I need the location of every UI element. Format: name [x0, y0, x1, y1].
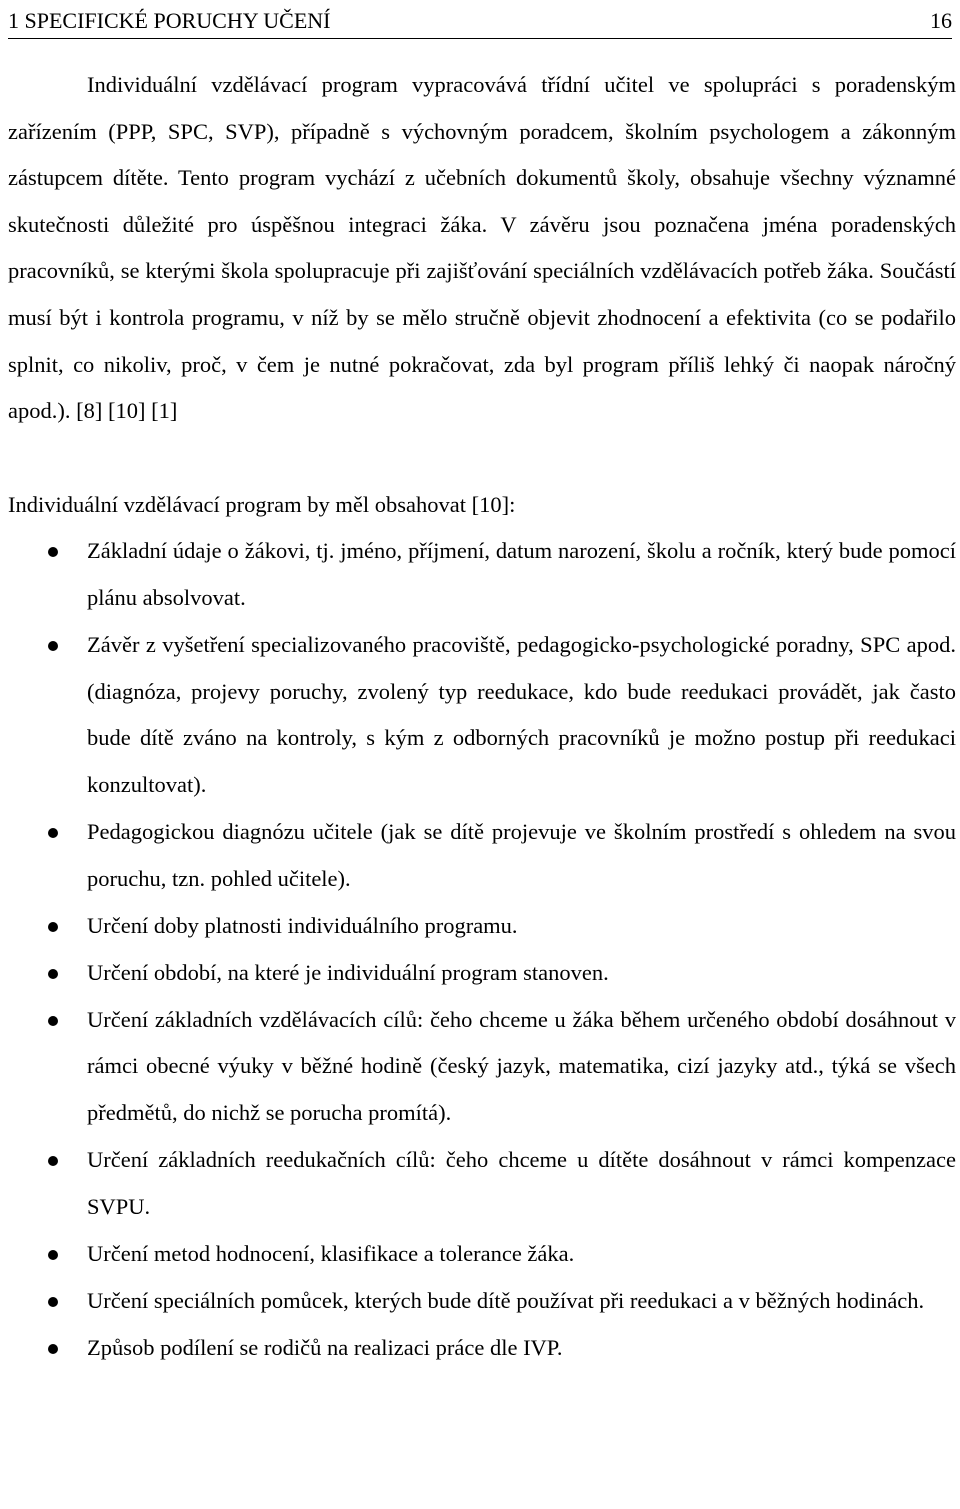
list-item [8, 997, 956, 1137]
bullet-icon [48, 1156, 58, 1166]
list-item-text: Určení základních reedukačních cílů: čeho chceme u dítěte dosáhnout v rámci kompenzace SVPU. [87, 1147, 956, 1219]
bullet-icon [48, 1297, 58, 1307]
bullet-icon [48, 1250, 58, 1260]
bullet-icon [48, 922, 58, 932]
list-item [8, 528, 956, 621]
list-item-text: Určení metod hodnocení, klasifikace a tolerance žáka. [87, 1240, 575, 1266]
list-item-text: Určení doby platnosti individuálního programu. [87, 912, 518, 938]
page-body [8, 62, 956, 1372]
list-item [8, 903, 956, 950]
list-item [8, 809, 956, 902]
list-item-text: Základní údaje o žákovi, tj. jméno, příjmení, datum narození, školu a ročník, který bude pomocí plánu absolvovat. [87, 538, 956, 610]
list-item [8, 950, 956, 997]
list-item [8, 622, 956, 808]
requirements-list [8, 528, 956, 1371]
bullet-icon [48, 969, 58, 979]
bullet-icon [48, 1344, 58, 1354]
page-number: 16 [930, 8, 952, 33]
bullet-icon [48, 828, 58, 838]
list-item [8, 1278, 956, 1325]
body-paragraph: Individuální vzdělávací program vypracovává třídní učitel ve spolupráci s poradenským zařízením (PPP, SPC, SVP), případně s výchovným poradcem, školním psychologem a zákonným zástupcem dítěte. Tento program vychází z učebních dokumentů školy, obsahuje všechny významné skutečnosti důležité pro úspěšnou integraci žáka. V závěru jsou poznačena jména poradenských pracovníků, se kterými škola spolupracuje při zajišťování speciálních vzdělávacích potřeb žáka. Součástí musí být i kontrola programu, v níž by se mělo stručně objevit zhodnocení a efektivita (co se podařilo splnit, co nikoliv, proč, v čem je nutné pokračovat, zda byl program příliš lehký či naopak náročný apod.). [8] [10] [1] [8, 72, 956, 424]
list-item-text: Pedagogickou diagnózu učitele (jak se dítě projevuje ve školním prostředí s ohledem na svou poruchu, tzn. pohled učitele). [87, 818, 956, 891]
chapter-title: 1 SPECIFICKÉ PORUCHY UČENÍ [8, 8, 331, 33]
bullet-icon [48, 1016, 58, 1026]
list-item-text: Určení speciálních pomůcek, kterých bude dítě používat při reedukaci a v běžných hodinách. [87, 1287, 925, 1313]
list-item-text: Způsob podílení se rodičů na realizaci práce dle IVP. [87, 1334, 563, 1360]
page-header [8, 4, 952, 39]
bullet-icon [48, 547, 58, 557]
list-item-text: Určení období, na které je individuální program stanoven. [87, 959, 609, 985]
bullet-icon [48, 641, 58, 651]
list-item [8, 1325, 956, 1372]
list-item [8, 1231, 956, 1278]
list-intro: Individuální vzdělávací program by měl obsahovat [10]: [8, 491, 516, 517]
list-item-text: Určení základních vzdělávacích cílů: čeho chceme u žáka během určeného období dosáhnout v rámci obecné výuky v běžné hodině (český jazyk, matematika, cizí jazyky atd., týká se všech předmětů, do nichž se porucha promítá). [87, 1006, 956, 1125]
list-item [8, 1137, 956, 1230]
list-item-text: Závěr z vyšetření specializovaného pracoviště, pedagogicko-psychologické poradny, SPC apod. (diagnóza, projevy poruchy, zvolený typ reedukace, kdo bude reedukaci provádět, jak často bude dítě zváno na kontroly, s kým z odborných pracovníků je možno postup při reedukaci konzultovat). [87, 632, 956, 797]
